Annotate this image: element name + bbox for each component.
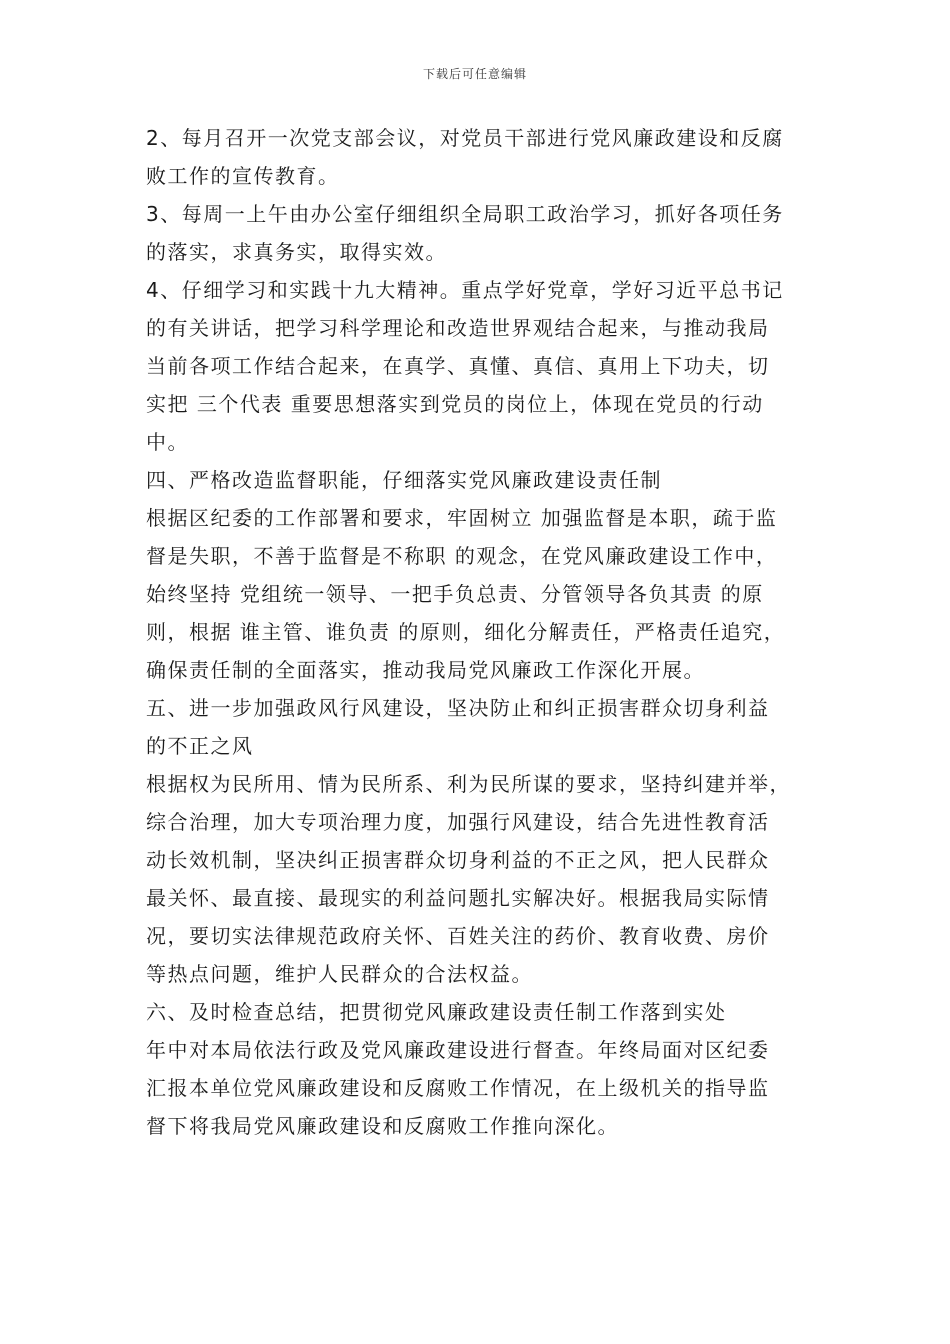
text-line: 实把 三个代表 重要思想落实到党员的岗位上，体现在党员的行动 (146, 392, 764, 416)
text-line: 则，根据 谁主管、谁负责 的原则，细化分解责任，严格责任追究， (146, 620, 786, 644)
text-line: 动长效机制，坚决纠正损害群众切身利益的不正之风，把人民群众 (146, 848, 770, 872)
text-line: 根据区纪委的工作部署和要求，牢固树立 加强监督是本职，疏于监 (146, 506, 778, 530)
document-body (146, 119, 828, 1145)
section-heading: 六、及时检查总结，把贯彻党风廉政建设责任制工作落到实处 (146, 1000, 727, 1024)
section-heading: 的不正之风 (146, 734, 254, 758)
text-line: 中。 (146, 430, 189, 454)
text-line: 的有关讲话，把学习科学理论和改造世界观结合起来，与推动我局 (146, 316, 770, 340)
text-line: 3、每周一上午由办公室仔细组织全局职工政治学习，抓好各项任务 (146, 202, 784, 226)
text-line: 2、每月召开一次党支部会议，对党员干部进行党风廉政建设和反腐 (146, 126, 784, 150)
section-heading: 四、严格改造监督职能，仔细落实党风廉政建设责任制 (146, 468, 662, 492)
text-line: 当前各项工作结合起来，在真学、真懂、真信、真用上下功夫，切 (146, 354, 770, 378)
section-heading: 五、进一步加强政风行风建设，坚决防止和纠正损害群众切身利益 (146, 696, 770, 720)
text-line: 综合治理，加大专项治理力度，加强行风建设，结合先进性教育活 (146, 810, 770, 834)
text-line: 根据权为民所用、情为民所系、利为民所谋的要求，坚持纠建并举， (146, 772, 791, 796)
text-line: 督是失职，不善于监督是不称职 的观念，在党风廉政建设工作中， (146, 544, 778, 568)
text-line: 确保责任制的全面落实，推动我局党风廉政工作深化开展。 (146, 658, 705, 682)
text-line: 汇报本单位党风廉政建设和反腐败工作情况，在上级机关的指导监 (146, 1076, 770, 1100)
text-line: 败工作的宣传教育。 (146, 164, 340, 188)
text-line: 始终坚持 党组统一领导、一把手负总责、分管领导各负其责 的原 (146, 582, 764, 606)
text-line: 的落实，求真务实，取得实效。 (146, 240, 447, 264)
text-line: 年中对本局依法行政及党风廉政建设进行督查。年终局面对区纪委 (146, 1038, 770, 1062)
text-line: 4、仔细学习和实践十九大精神。重点学好党章，学好习近平总书记 (146, 278, 784, 302)
text-line: 最关怀、最直接、最现实的利益问题扎实解决好。根据我局实际情 (146, 886, 770, 910)
page-header-note: 下载后可任意编辑 (422, 67, 527, 81)
text-line: 况，要切实法律规范政府关怀、百姓关注的药价、教育收费、房价 (146, 924, 770, 948)
text-line: 等热点问题，维护人民群众的合法权益。 (146, 962, 533, 986)
text-line: 督下将我局党风廉政建设和反腐败工作推向深化。 (146, 1114, 619, 1138)
